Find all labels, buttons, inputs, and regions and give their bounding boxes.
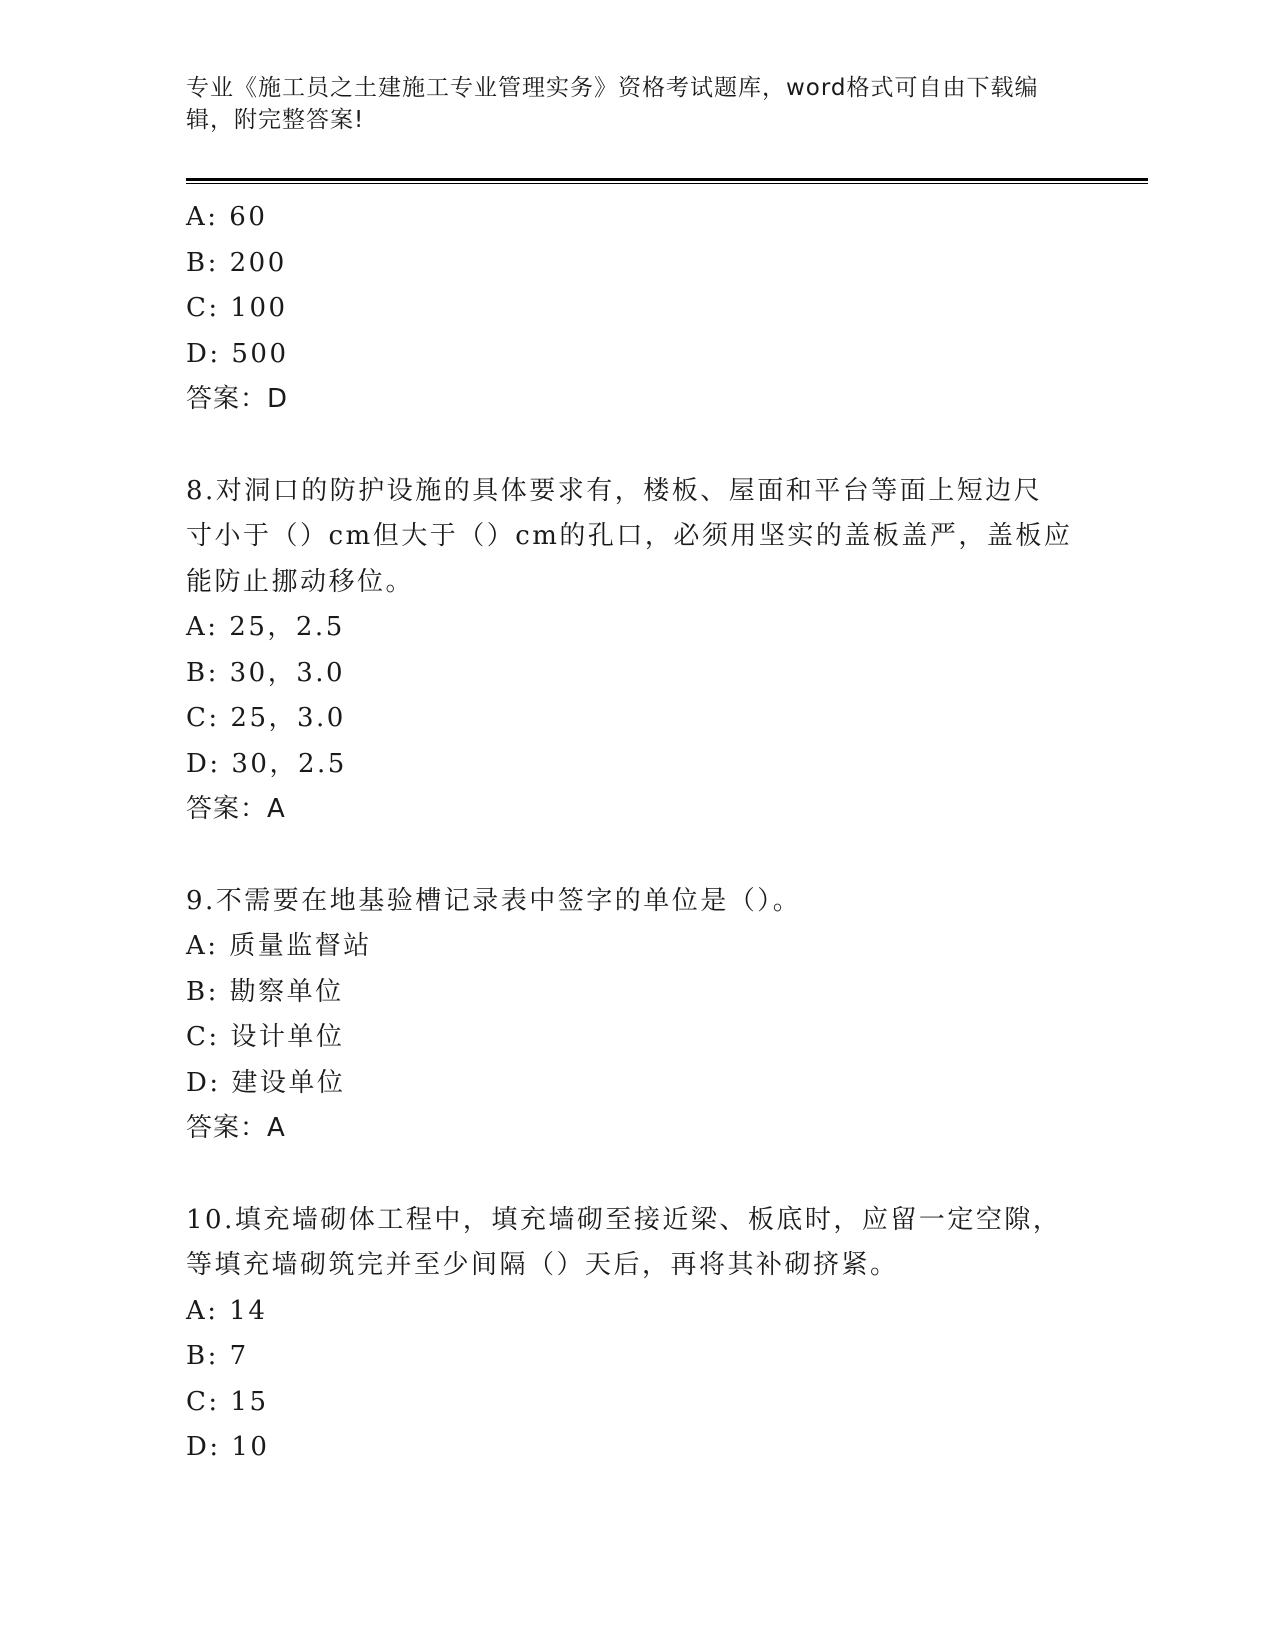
option-b: B: 30，3.0: [186, 657, 346, 688]
option-d: D: 500: [186, 338, 289, 369]
option-a: A: 质量监督站: [186, 931, 372, 961]
option-d: D: 10: [186, 1432, 270, 1462]
question-text-line: 9.不需要在地基验槽记录表中签字的单位是（）。: [186, 885, 802, 916]
option-a: A: 25，2.5: [186, 612, 345, 642]
option-b: B: 200: [186, 247, 287, 278]
option-b: B: 7: [186, 1341, 249, 1371]
question-text-line: 能防止挪动移位。: [186, 566, 415, 597]
question-10-block: [186, 1198, 1086, 1471]
option-c: C: 15: [186, 1386, 269, 1417]
header-divider-thick: [186, 178, 1148, 181]
question-text-line: 8.对洞口的防护设施的具体要求有，楼板、屋面和平台等面上短边尺: [186, 475, 1043, 506]
option-d: D: 30，2.5: [186, 748, 347, 779]
option-b: B: 勘察单位: [186, 976, 344, 1007]
question-text-line: 等填充墙砌筑完并至少间隔（）天后，再将其补砌挤紧。: [186, 1250, 899, 1280]
question-9-block: [186, 879, 1086, 1152]
question-8-block: [186, 469, 1086, 833]
answer-line: 答案：A: [186, 794, 286, 824]
header-line-2: 辑，附完整答案!: [186, 107, 365, 133]
option-c: C: 25，3.0: [186, 703, 346, 733]
question-7-block: [186, 195, 1086, 423]
question-text-line: 10.填充墙砌体工程中，填充墙砌至接近梁、板底时，应留一定空隙，: [186, 1204, 1062, 1235]
header-divider-thin: [186, 183, 1148, 184]
option-a: A: 14: [186, 1295, 268, 1326]
option-c: C: 100: [186, 293, 288, 323]
header-line-1: 专业《施工员之土建施工专业管理实务》资格考试题库，word格式可自由下载编: [186, 75, 1039, 101]
answer-line: 答案：D: [186, 384, 289, 414]
option-c: C: 设计单位: [186, 1022, 345, 1052]
page-header: [186, 72, 1086, 136]
option-a: A: 60: [186, 202, 268, 232]
answer-line: 答案：A: [186, 1113, 286, 1143]
document-body: [186, 195, 1086, 1471]
question-text-line: 寸小于（）cm但大于（）cm的孔口，必须用坚实的盖板盖严，盖板应: [186, 521, 1073, 551]
option-d: D: 建设单位: [186, 1067, 346, 1098]
